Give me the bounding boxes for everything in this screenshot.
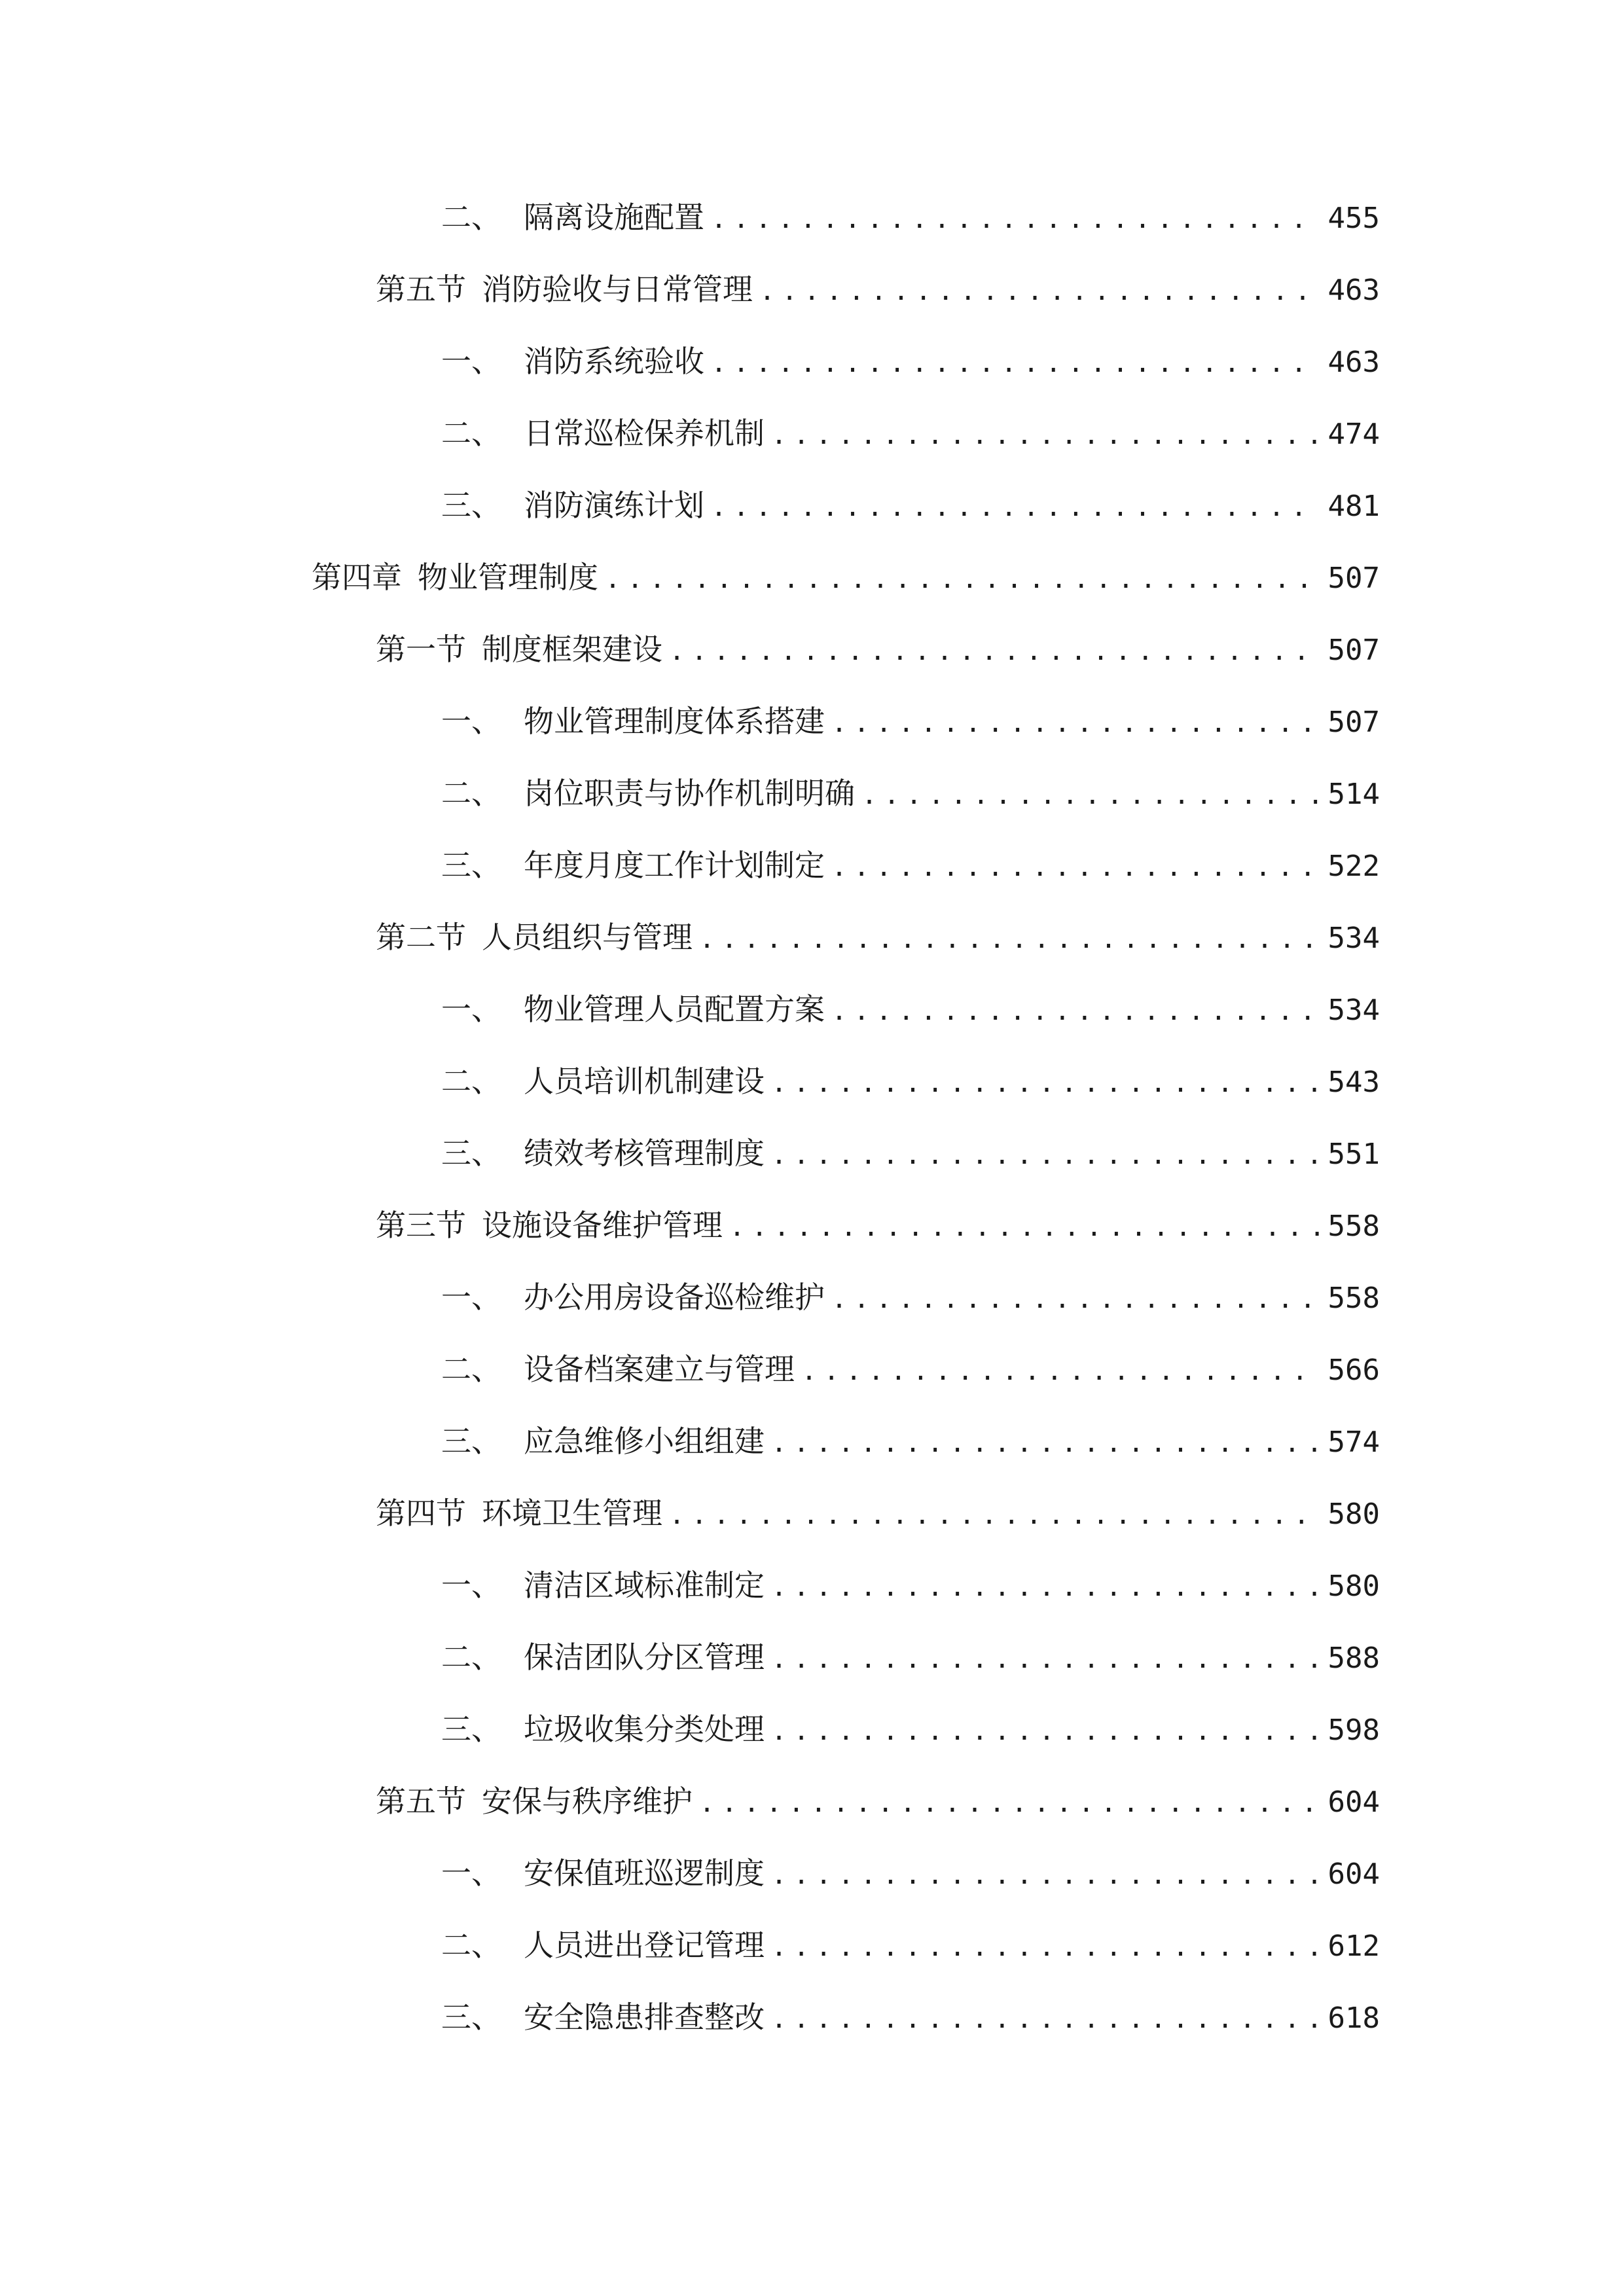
- toc-entry-number: 三、: [441, 2000, 501, 2035]
- toc-leader-dots: [699, 1780, 1319, 1826]
- toc-entry-number: 第一节: [376, 632, 466, 667]
- toc-entry-number: 三、: [441, 848, 501, 883]
- toc-leader-dots: [669, 1492, 1319, 1538]
- toc-page-number: 604: [1327, 1857, 1380, 1891]
- toc-entry[interactable]: [441, 1562, 1380, 1608]
- toc-entry-title: 垃圾收集分类处理: [524, 1712, 765, 1747]
- toc-leader-dots: [771, 1996, 1319, 2042]
- toc-page-number: 514: [1327, 778, 1380, 811]
- toc-entry[interactable]: [441, 1850, 1380, 1896]
- toc-entry-title: 保洁团队分区管理: [524, 1640, 765, 1675]
- toc-entry-title: 日常巡检保养机制: [524, 416, 765, 451]
- toc-entry-title: 安保与秩序维护: [482, 1784, 693, 1819]
- toc-leader-dots: [771, 1708, 1319, 1754]
- toc-entry[interactable]: [376, 1202, 1380, 1248]
- toc-entry-number: 二、: [441, 1064, 501, 1099]
- toc-leader-dots: [771, 1852, 1319, 1898]
- toc-entry-title: 消防验收与日常管理: [482, 272, 753, 307]
- toc-leader-dots: [771, 1636, 1319, 1682]
- toc-entry-number: 一、: [441, 1280, 501, 1315]
- toc-entry[interactable]: [441, 842, 1380, 888]
- toc-entry-number: 三、: [441, 488, 501, 523]
- toc-page-number: 507: [1327, 562, 1380, 595]
- toc-page-number: 588: [1327, 1641, 1380, 1675]
- toc-leader-dots: [831, 988, 1319, 1034]
- toc-entry-number: 第四章: [312, 560, 402, 595]
- toc-leader-dots: [699, 916, 1319, 962]
- toc-entry-title: 清洁区域标准制定: [524, 1568, 765, 1603]
- toc-entry-number: 三、: [441, 1424, 501, 1459]
- toc-page-number: 580: [1327, 1498, 1380, 1531]
- toc-entry-number: 一、: [441, 344, 501, 379]
- toc-entry-title: 年度月度工作计划制定: [524, 848, 825, 883]
- toc-entry-number: 第二节: [376, 920, 466, 955]
- toc-entry-title: 消防系统验收: [524, 344, 704, 379]
- toc-entry-title: 人员进出登记管理: [524, 1928, 765, 1963]
- toc-leader-dots: [759, 268, 1319, 314]
- toc-leader-dots: [831, 1276, 1319, 1322]
- toc-page-number: 612: [1327, 1929, 1380, 1963]
- toc-page-number: 507: [1327, 634, 1380, 667]
- toc-page-number: 580: [1327, 1570, 1380, 1603]
- toc-entry-title: 岗位职责与协作机制明确: [524, 776, 855, 811]
- toc-entry-title: 办公用房设备巡检维护: [524, 1280, 825, 1315]
- toc-page-number: 574: [1327, 1426, 1380, 1459]
- toc-entry-number: 一、: [441, 1568, 501, 1603]
- toc-entry[interactable]: [441, 770, 1380, 816]
- toc-entry-number: 二、: [441, 416, 501, 451]
- toc-entry[interactable]: [376, 1778, 1380, 1824]
- toc-leader-dots: [771, 1132, 1319, 1178]
- toc-page-number: 507: [1327, 706, 1380, 739]
- toc-entry-title: 安保值班巡逻制度: [524, 1856, 765, 1891]
- toc-entry-number: 一、: [441, 704, 501, 739]
- toc-page-number: 534: [1327, 994, 1380, 1027]
- toc-leader-dots: [771, 1420, 1319, 1466]
- toc-leader-dots: [729, 1204, 1319, 1250]
- toc-entry-title: 消防演练计划: [524, 488, 704, 523]
- toc-entry-title: 设施设备维护管理: [482, 1208, 723, 1243]
- toc-entry[interactable]: [376, 914, 1380, 960]
- toc-leader-dots: [771, 1924, 1319, 1970]
- toc-entry[interactable]: [376, 626, 1380, 672]
- toc-entry-title: 安全隐患排查整改: [524, 2000, 765, 2035]
- toc-entry-number: 二、: [441, 776, 501, 811]
- toc-entry-number: 第五节: [376, 272, 466, 307]
- toc-entry-title: 环境卫生管理: [482, 1496, 662, 1531]
- toc-entry[interactable]: [441, 1130, 1380, 1176]
- toc-entry[interactable]: [441, 1418, 1380, 1464]
- toc-leader-dots: [771, 1564, 1319, 1610]
- toc-entry-title: 物业管理制度体系搭建: [524, 704, 825, 739]
- toc-page-number: 543: [1327, 1066, 1380, 1099]
- toc-entry[interactable]: [441, 1274, 1380, 1320]
- toc-leader-dots: [771, 1060, 1319, 1106]
- toc-leader-dots: [831, 844, 1319, 890]
- toc-entry-title: 制度框架建设: [482, 632, 662, 667]
- toc-entry-number: 一、: [441, 1856, 501, 1891]
- toc-entry-number: 三、: [441, 1136, 501, 1171]
- toc-entry[interactable]: [441, 1634, 1380, 1680]
- toc-leader-dots: [605, 556, 1319, 602]
- toc-page-number: 481: [1327, 490, 1380, 523]
- toc-entry-title: 物业管理制度: [418, 560, 598, 595]
- toc-entry-number: 第三节: [376, 1208, 466, 1243]
- toc-entry-title: 物业管理人员配置方案: [524, 992, 825, 1027]
- toc-entry-title: 设备档案建立与管理: [524, 1352, 795, 1387]
- toc-leader-dots: [861, 772, 1319, 818]
- toc-entry-title: 人员培训机制建设: [524, 1064, 765, 1099]
- toc-page-number: 455: [1327, 202, 1380, 235]
- toc-entry[interactable]: [441, 1058, 1380, 1104]
- toc-entry[interactable]: [441, 194, 1380, 240]
- toc-entry-number: 二、: [441, 1352, 501, 1387]
- toc-entry-number: 第四节: [376, 1496, 466, 1531]
- toc-entry[interactable]: [376, 266, 1380, 312]
- toc-page-number: 558: [1327, 1210, 1380, 1243]
- toc-entry-number: 二、: [441, 1928, 501, 1963]
- toc-entry[interactable]: [376, 1490, 1380, 1536]
- toc-entry[interactable]: [441, 1994, 1380, 2040]
- toc-entry[interactable]: [312, 554, 1380, 600]
- toc-page-number: 463: [1327, 274, 1380, 307]
- toc-entry-title: 应急维修小组组建: [524, 1424, 765, 1459]
- toc-entry[interactable]: [441, 338, 1380, 384]
- toc-entry-title: 绩效考核管理制度: [524, 1136, 765, 1171]
- toc-entry[interactable]: [441, 482, 1380, 528]
- toc-leader-dots: [771, 412, 1319, 458]
- toc-page-number: 534: [1327, 922, 1380, 955]
- toc-entry-title: 隔离设施配置: [524, 200, 704, 235]
- toc-page-number: 566: [1327, 1354, 1380, 1387]
- toc-entry-number: 第五节: [376, 1784, 466, 1819]
- toc-entry[interactable]: [441, 1346, 1380, 1392]
- toc-leader-dots: [711, 196, 1319, 242]
- toc-entry[interactable]: [441, 410, 1380, 456]
- toc-entry-number: 一、: [441, 992, 501, 1027]
- toc-page-number: 618: [1327, 2001, 1380, 2035]
- toc-entry-number: 三、: [441, 1712, 501, 1747]
- toc-entry[interactable]: [441, 986, 1380, 1032]
- toc-entry[interactable]: [441, 698, 1380, 744]
- toc-page-number: 598: [1327, 1713, 1380, 1747]
- toc-page-number: 522: [1327, 850, 1380, 883]
- toc-entry-number: 二、: [441, 1640, 501, 1675]
- toc-entry-title: 人员组织与管理: [482, 920, 693, 955]
- toc-leader-dots: [831, 700, 1319, 746]
- toc-leader-dots: [711, 340, 1319, 386]
- toc-entry[interactable]: [441, 1706, 1380, 1752]
- toc-page-number: 551: [1327, 1138, 1380, 1171]
- toc-leader-dots: [669, 628, 1319, 674]
- toc-page-number: 604: [1327, 1785, 1380, 1819]
- toc-leader-dots: [801, 1348, 1319, 1394]
- toc-leader-dots: [711, 484, 1319, 530]
- toc-page-number: 474: [1327, 418, 1380, 451]
- toc-entry-number: 二、: [441, 200, 501, 235]
- toc-page-number: 558: [1327, 1282, 1380, 1315]
- toc-page-number: 463: [1327, 346, 1380, 379]
- toc-entry[interactable]: [441, 1922, 1380, 1968]
